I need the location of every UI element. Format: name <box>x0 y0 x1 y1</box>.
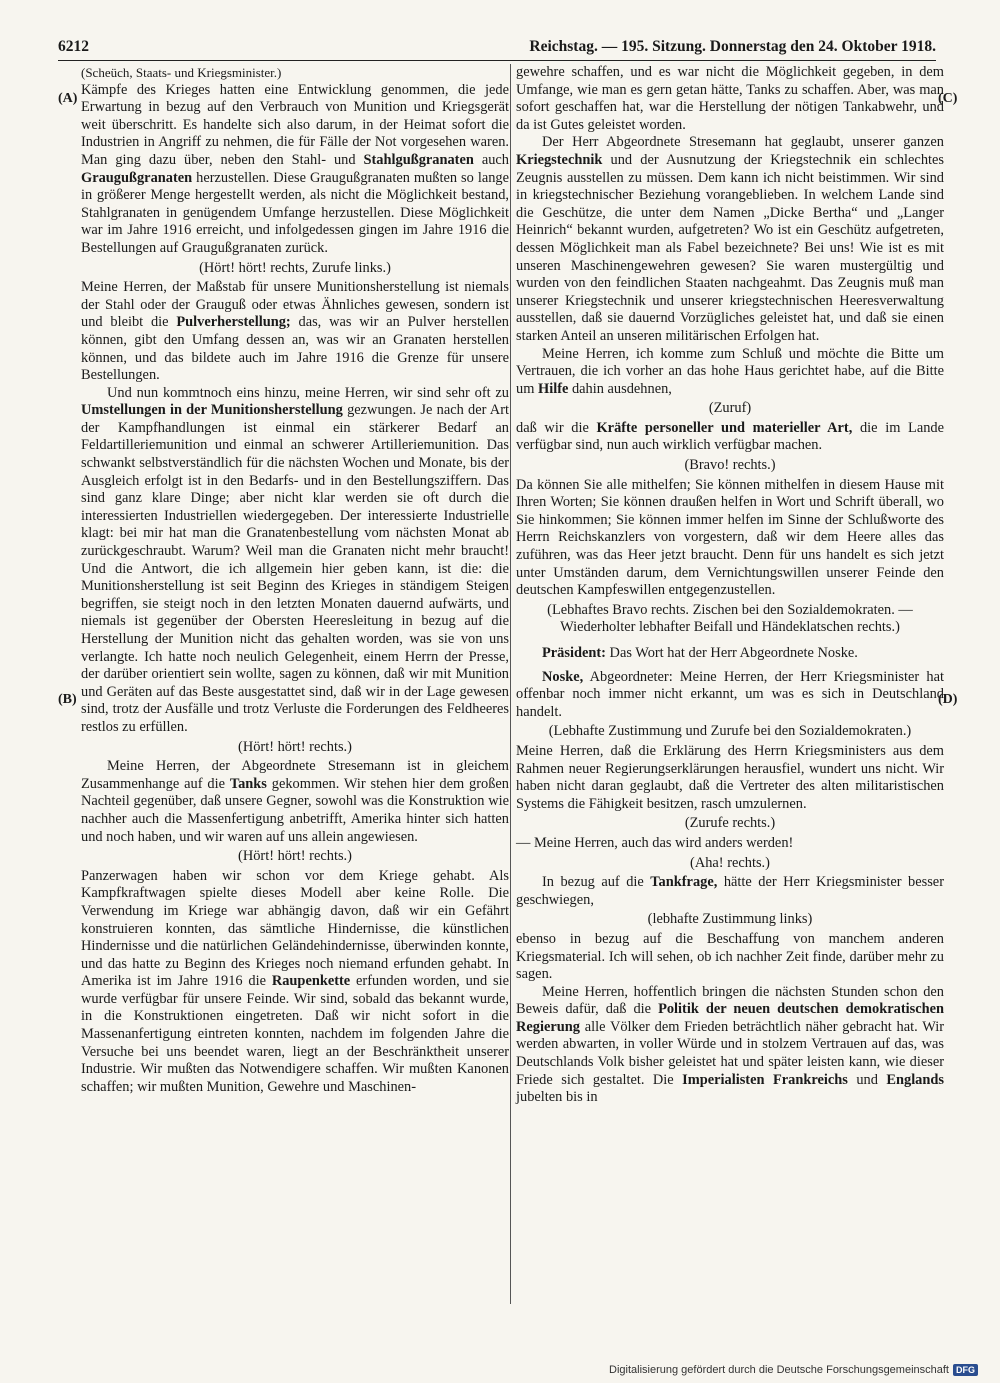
interjection: (Bravo! rechts.) <box>684 457 776 474</box>
speaker-paragraph: Noske, Abgeordneter: Meine Herren, der Herr Kriegsminister hat offenbar noch immer nicht erkannt, um was es sich in Deutschland handelt. <box>516 668 944 720</box>
page-header <box>58 38 936 56</box>
footer-text: Digitalisierung gefördert durch die Deutsche Forschungsgemeinschaft <box>609 1364 949 1376</box>
paragraph: Meine Herren, daß die Erklärung des Herrn Kriegsministers aus dem Rahmen neuer Regierungserklärungen herausfiel, wundert uns nicht. Wir haben nicht daran geglaubt, daß die Vertreter des alten militaristischen Systems die Fähigkeit besitzen, rasch umzulernen. <box>516 742 944 812</box>
paragraph: Meine Herren, der Maßstab für unsere Munitionsherstellung ist niemals der Stahl oder der Grauguß oder etwas Ähnliches gewesen, sondern ist und bleibt die Pulverherstellung; das, was wir an Pulver herstellen können, gibt den Umfang dessen an, was wir an Granaten herstellen können, und das bildete auch im Jahre 1916 die Grenze für unsere Bestellungen. <box>81 279 509 384</box>
interjection: (lebhafte Zustimmung links) <box>647 911 813 928</box>
interjection: (Aha! rechts.) <box>690 854 770 871</box>
speaker-paragraph: Präsident: Das Wort hat der Herr Abgeordnete Noske. <box>542 645 858 661</box>
paragraph: ebenso in bezug auf die Beschaffung von manchem anderen Kriegsmaterial. Ich will sehen, ob ich nachher Zeit finde, darüber mehr zu sagen. <box>516 930 944 983</box>
paragraph: Kämpfe des Krieges hatten eine Entwicklung genommen, die jede Erwartung in bezug auf den Verbrauch von Munition und Kriegsgerät weit überschritt. Es handelte sich also darum, in der Heimat sofort die Industrien in Angriff zu nehmen, die für Fälle der Not vorgesehen waren. Man ging dazu über, neben den Stahl- und Stahlgußgranaten auch Graugußgranaten herzustellen. Diese Graugußgranaten mußten so lange in größerer Menge hergestellt werden, als nicht die Möglichkeit bestand, Stahlgranaten in genügendem Umfange herzustellen. Diese Möglichkeit war im Jahre 1916 erreicht, und infolgedessen gingen im Jahre 1916 die Bestellungen auf Graugußgranaten zurück. <box>81 81 509 256</box>
margin-mark-d: (D) <box>938 692 958 707</box>
paragraph: — Meine Herren, auch das wird anders werden! <box>516 834 794 851</box>
paragraph: Da können Sie alle mithelfen; Sie können mithelfen in diesem Hause mit Ihren Worten; Sie können draußen helfen in Wort und Schrift überall, wo Sie hinkommen; Sie können immer helfen im Sinne der Schlußworte des Herrn Reichskanzlers von vorgestern, daß wir dem Heere alles das zuführen, was das Heer jetzt braucht. Denn für uns handelt es sich jetzt unter Umständen darum, dem Vernichtungswillen unserer Feinde den deutschen Kampfeswillen entgegenzustellen. <box>516 476 944 599</box>
paragraph: daß wir die Kräfte personeller und materieller Art, die im Lande verfügbar sind, nun auch wirklich verfügbar machen. <box>516 419 944 454</box>
paragraph: gewehre schaffen, und es war nicht die Möglichkeit gegeben, in dem Umfange, wie man es gern getan hätte, Tanks zu schaffen. Aber, was man sofort geschaffen hat, war die Herstellung der nötigen Tankabwehr, und da ist Gutes geleistet worden. <box>516 64 944 133</box>
paragraph: Meine Herren, ich komme zum Schluß und möchte die Bitte um Vertrauen, die ich vorher an das hohe Haus gerichtet habe, auf die Bitte um Hilfe dahin ausdehnen, <box>516 345 944 397</box>
interjection: (Zuruf) <box>708 400 752 417</box>
interjection: (Hört! hört! rechts, Zurufe links.) <box>199 259 391 276</box>
session-title: Reichstag. — 195. Sitzung. <box>529 38 706 55</box>
paragraph: Meine Herren, der Abgeordnete Stresemann ist in gleichem Zusammenhange auf die Tanks gekommen. Wir stehen hier dem großen Nachteil gegenüber, daß unsere Gegner, sowohl was die Konstruktion wie nachher auch die Massenfertigung anbetrifft, Amerika hinter sich hatten und noch haben, und wir waren auf uns allein angewiesen. <box>81 758 509 845</box>
interjection: (Lebhaftes Bravo rechts. Zischen bei den Sozialdemokraten. — Wiederholter lebhafter Beifall und Händeklatschen rechts.) <box>547 601 913 636</box>
interjection: (Zurufe rechts.) <box>684 815 776 832</box>
paragraph: Panzerwagen haben wir schon vor dem Kriege gehabt. Als Kampfkraftwagen spielte dieses Modell aber keine Rolle. Die Verwendung im Kriege war abhängig davon, daß wir ein Gefährt konstruieren konnten, das sämtliche Hindernisse, die künstlichen Hindernisse und die natürlichen Geländehindernisse, überwinden konnte, und das hatte zu Beginn des Krieges noch niemand erfunden gehabt. In Amerika ist im Jahre 1916 die Raupenkette erfunden worden, und sie wurde verfügbar für unsere Feinde. Wir sind, sobald das bekannt wurde, in die Konstruktionen eingetreten. Daß wir nicht sofort in die Massenanfertigung eintreten konnten, nachdem im folgenden Jahre die Versuche bei uns beendet waren, liegt an der Beschränktheit unserer Industrie. Wir mußten das Notwendigere schaffen. Wir mußten Kanonen schaffen; wir mußten Munition, Gewehre und Maschinen- <box>81 867 509 1095</box>
interjection: (Hört! hört! rechts.) <box>238 738 352 755</box>
speaker-attribution: (Scheüch, Staats- und Kriegsminister.) <box>81 65 282 80</box>
interjection: (Lebhafte Zustimmung und Zurufe bei den Sozialdemokraten.) <box>548 723 912 740</box>
margin-mark-b: (B) <box>58 692 77 707</box>
left-column <box>81 64 509 1096</box>
column-divider <box>510 64 511 1304</box>
dfg-logo-icon: DFG <box>953 1364 978 1376</box>
page-title <box>529 38 936 56</box>
margin-mark-a: (A) <box>58 91 78 106</box>
margin-mark-c: (C) <box>938 91 958 106</box>
page-number: 6212 <box>58 38 89 55</box>
speaker-name: Noske, <box>542 668 584 685</box>
paragraph: Und nun kommtnoch eins hinzu, meine Herren, wir sind sehr oft zu Umstellungen in der Munitionsherstellung gezwungen. Je nach der Art der Kampfhandlungen ist einmal ein stärkerer Bedarf an Feldartilleriemunition und einmal an schwerer Artilleriemunition. Das schwankt selbstverständlich für die nächsten Wochen und Monate, bis der Ausgleich erfolgt ist in den Bedarfs- und in den Bestellungsziffern. Das sind ganz klare Dinge; aber nicht klar werden sie oft durch die interessierten Industriellen wiedergegeben. Der interessierte Industrielle klagt: bei mir hat man die Granatenbestellung vom nächsten Monat ab zurückgeschraubt. Warum? Weil man die Granaten nicht mehr braucht! Und die Antwort, die ich allgemein hier geben kann, ist die: die Munitionsherstellung ist seit Beginn des Krieges in ständigem Steigen begriffen, sie steigt noch in den letzten Monaten dauernd aufwärts, und niemals ist gegenüber der Obersten Heeresleitung in bezug auf die Herstellung der Munition nicht das gehalten worden, was sie von uns verlangte. Ich hatte noch neulich Gelegenheit, einem Herrn der Presse, der darüber orientiert sein wollte, sagen zu können, daß wir mit Munition und Geräten auf das Beste ausgestattet sind, daß wir in der Lage gewesen sind, trotz der Ausfälle und trotz Verluste die Forderungen des Feldheeres restlos zu erfüllen. <box>81 384 509 735</box>
footer-credit <box>609 1364 978 1376</box>
session-date: Donnerstag den 24. Oktober 1918. <box>709 38 936 55</box>
interjection: (Hört! hört! rechts.) <box>238 848 352 865</box>
paragraph: In bezug auf die Tankfrage, hätte der Herr Kriegsminister besser geschwiegen, <box>516 874 944 908</box>
speaker-name: Präsident: <box>542 645 606 661</box>
right-column <box>516 64 944 1107</box>
header-rule <box>58 60 936 61</box>
paragraph: Der Herr Abgeordnete Stresemann hat geglaubt, unserer ganzen Kriegstechnik und der Ausnutzung der Kriegstechnik ein schlechtes Zeugnis ausstellen zu müssen. Dem kann ich nicht beistimmen. Wir sind in kriegstechnischer Beziehung vorangeblieben. In welchem Lande sind die Geschütze, die unter dem Namen „Dicke Bertha“ und „Langer Heinrich“ bekannt wurden, aufgetreten? Wo ist ein Geschütz aufgetreten, dessen Möglichkeit man als Fabel bezeichnete? Bei uns! Wie ist es mit unseren Maschinengewehren gewesen? Sie waren mustergültig und wurden von den feindlichen Staaten nachgeahmt. Das Zeugnis muß man unserer Kriegstechnik und unserer kriegstechnischen Heeresverwaltung ausstellen, daß sie dauernd Vorzügliches geleistet hat, und daß sie einen starken Anteil an unseren militärischen Erfolgen hat. <box>516 134 944 344</box>
paragraph: Meine Herren, hoffentlich bringen die nächsten Stunden schon den Beweis dafür, daß die Politik der neuen deutschen demokratischen Regierung alle Völker dem Frieden beträchtlich näher gebracht hat. Wir werden abwarten, in voller Würde und in stolzem Vertrauen auf das, was Deutschlands Volk bisher geleistet hat und später leisten kann, wie dieser Friede sich gestaltet. Die Imperialisten Frankreichs und Englands jubelten bis in <box>516 983 944 1106</box>
